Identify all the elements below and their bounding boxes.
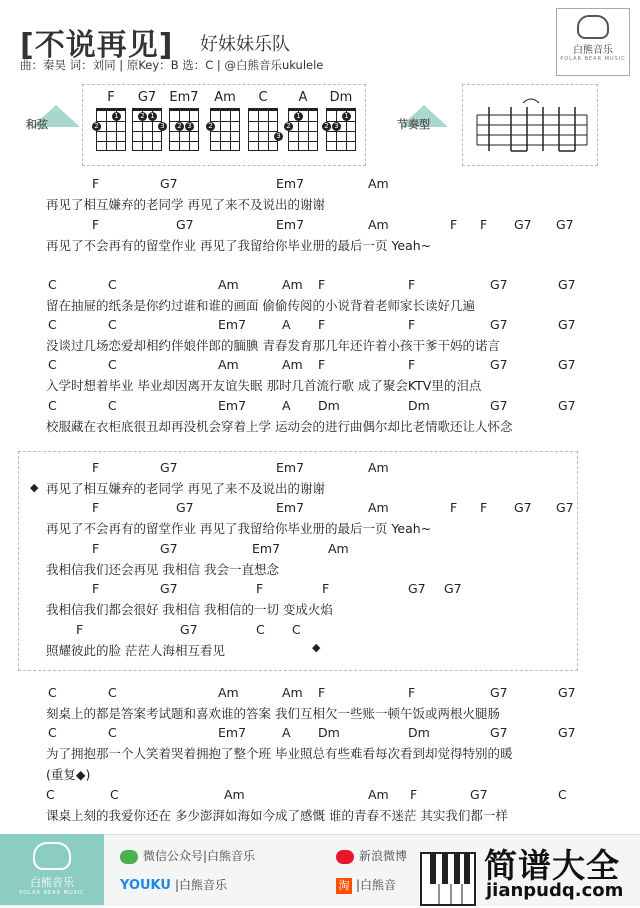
chord-symbol: Dm — [408, 725, 430, 740]
chord-symbol: G7 — [160, 581, 178, 596]
lyric-line: 入学时想着毕业 毕业却因离开友谊失眠 那时几首流行歌 成了聚会KTV里的泪点 — [46, 378, 482, 393]
finger-dot: 2 — [284, 122, 293, 131]
chord-symbol: G7 — [160, 541, 178, 556]
chord-symbol: Am — [328, 541, 349, 556]
chord-symbol: C — [48, 398, 57, 413]
chord-symbol: Em7 — [218, 317, 247, 332]
rhythm-label: 节奏型 — [397, 118, 430, 131]
lyric-line: 照耀彼此的脸 茫茫人海相互看见 — [46, 643, 225, 658]
finger-dot: 2 — [206, 122, 215, 131]
chord-symbol: Em7 — [276, 176, 305, 191]
lyric-line: 校服藏在衣柜底很丑却再没机会穿着上学 运动会的进行曲偶尔却比老情歌还让人怀念 — [46, 419, 513, 434]
chord-symbol: F — [76, 622, 84, 637]
chord-symbol: G7 — [558, 725, 576, 740]
chord-symbol: F — [92, 581, 100, 596]
chord-symbol: G7 — [160, 176, 178, 191]
song-title: [不说再见] — [20, 28, 174, 63]
chord-diagram-a — [286, 90, 320, 151]
chord-symbol: F — [408, 317, 416, 332]
bear-icon — [33, 842, 71, 870]
chord-symbol: F — [408, 685, 416, 700]
finger-dot: 1 — [148, 112, 157, 121]
finger-dot: 1 — [112, 112, 121, 121]
chord-symbol: A — [282, 398, 291, 413]
taobao-icon: 淘 — [336, 878, 352, 894]
lyric-line: 再见了不会再有的留堂作业 再见了我留给你毕业册的最后一页 Yeah~ — [46, 521, 432, 536]
chord-symbol: Dm — [318, 398, 340, 413]
chord-symbol: F — [410, 787, 418, 802]
finger-dot: 3 — [332, 122, 341, 131]
chord-symbol: Em7 — [218, 398, 247, 413]
chord-symbol: F — [450, 217, 458, 232]
weibo-icon — [336, 850, 354, 864]
chord-symbol: Dm — [408, 398, 430, 413]
chord-symbol: C — [108, 725, 117, 740]
chord-symbol: Em7 — [276, 460, 305, 475]
chord-symbol: G7 — [558, 357, 576, 372]
chord-symbol: C — [558, 787, 567, 802]
chord-symbol: Am — [368, 787, 389, 802]
lyric-line: 没谈过几场恋爱却相约伴娘伴郎的腼腆 青春发育那几年还许着小孩干爹干妈的诺言 — [46, 338, 500, 353]
chord-symbol: C — [48, 725, 57, 740]
chord-symbol: G7 — [176, 217, 194, 232]
chord-symbol: Am — [282, 357, 303, 372]
chord-symbol: G7 — [160, 460, 178, 475]
chord-symbol: F — [322, 581, 330, 596]
repeat-marker-icon: ◆ — [30, 481, 39, 494]
chord-symbol: F — [480, 500, 488, 515]
chord-symbol: C — [48, 277, 57, 292]
fretboard — [248, 108, 281, 151]
chord-symbol: Em7 — [276, 500, 305, 515]
weibo-link[interactable]: 新浪微博 — [336, 847, 407, 864]
lyric-line: 刻桌上的都是答案考试题和喜欢谁的答案 我们互相欠一些账一顿午饭或两根火腿肠 — [46, 706, 500, 721]
chord-symbol: C — [48, 357, 57, 372]
finger-dot: 1 — [342, 112, 351, 121]
chord-symbol: A — [282, 725, 291, 740]
chord-symbol: G7 — [490, 685, 508, 700]
chord-symbol: G7 — [556, 217, 574, 232]
fretboard — [132, 108, 165, 151]
lyric-line: 留在抽屉的纸条是你约过谁和谁的画面 偷偷传阅的小说背着老师家长读好几遍 — [46, 298, 475, 313]
finger-dot: 1 — [294, 112, 303, 121]
chord-symbol: F — [92, 217, 100, 232]
chord-symbol: G7 — [490, 357, 508, 372]
finger-dot: 2 — [322, 122, 331, 131]
chord-symbol: F — [256, 581, 264, 596]
chord-symbol: Am — [218, 277, 239, 292]
finger-dot: 2 — [175, 122, 184, 131]
lyric-line: 再见了相互嫌弃的老同学 再见了来不及说出的谢谢 — [46, 481, 325, 496]
youku-logo: YOUKU — [120, 878, 171, 893]
chord-diagram-f — [94, 90, 128, 151]
chord-symbol: C — [108, 277, 117, 292]
chord-symbol: Am — [218, 357, 239, 372]
chord-symbol: G7 — [180, 622, 198, 637]
chord-symbol: G7 — [490, 277, 508, 292]
fretboard — [326, 108, 356, 151]
wechat-icon — [120, 850, 138, 864]
fretboard — [96, 108, 126, 151]
chord-symbol: F — [480, 217, 488, 232]
finger-dot: 3 — [274, 132, 283, 141]
fretboard — [288, 108, 318, 151]
chord-symbol: G7 — [514, 217, 532, 232]
chords-label: 和弦 — [26, 118, 48, 131]
chord-symbol: C — [108, 685, 117, 700]
piano-icon — [420, 852, 476, 906]
chord-symbol: F — [408, 277, 416, 292]
logo-name: 白熊音乐 — [573, 45, 613, 56]
chord-symbol: G7 — [408, 581, 426, 596]
chord-symbol: G7 — [558, 277, 576, 292]
chord-symbol: F — [450, 500, 458, 515]
footer-logo — [0, 834, 104, 905]
chord-symbol: G7 — [444, 581, 462, 596]
chord-symbol: G7 — [558, 317, 576, 332]
chord-name: F — [107, 90, 115, 105]
chord-symbol: G7 — [490, 725, 508, 740]
taobao-link[interactable]: 淘 |白熊音 — [336, 876, 396, 894]
chord-symbol: Am — [282, 685, 303, 700]
chord-name: Em7 — [169, 90, 199, 105]
lyric-line: 再见了不会再有的留堂作业 再见了我留给你毕业册的最后一页 Yeah~ — [46, 238, 432, 253]
band-name: 好妹妹乐队 — [200, 34, 290, 55]
chord-name: G7 — [137, 90, 157, 105]
lyric-line: 我相信我们还会再见 我相信 我会一直想念 — [46, 562, 279, 577]
lyric-line: (重复◆) — [46, 767, 91, 782]
chord-symbol: C — [108, 357, 117, 372]
chord-symbol: Em7 — [252, 541, 281, 556]
site-brand: 简谱大全 — [484, 846, 620, 885]
chord-diagram-em7 — [167, 90, 201, 151]
chord-symbol: F — [92, 460, 100, 475]
brand-logo — [556, 8, 630, 76]
finger-dot: 2 — [92, 122, 101, 131]
fretboard — [169, 108, 199, 151]
chord-symbol: F — [318, 357, 326, 372]
chord-symbol: F — [92, 541, 100, 556]
lyric-line: 我相信我们都会很好 我相信 我相信的一切 变成火焰 — [46, 602, 333, 617]
chord-symbol: G7 — [558, 685, 576, 700]
fretboard — [210, 108, 240, 151]
footer-logo-tagline: POLAR BEAR MUSIC — [19, 890, 85, 896]
chord-name: Am — [214, 90, 236, 105]
chord-symbol: Am — [368, 500, 389, 515]
chord-symbol: Am — [282, 277, 303, 292]
chord-symbol: G7 — [176, 500, 194, 515]
lyric-line: 为了拥抱那一个人笑着哭着拥抱了整个班 毕业照总有些难看每次看到却觉得特别的暖 — [46, 746, 513, 761]
chord-symbol: F — [92, 176, 100, 191]
chord-symbol: F — [318, 685, 326, 700]
chord-symbol: G7 — [470, 787, 488, 802]
chord-symbol: F — [408, 357, 416, 372]
wechat-link[interactable]: 微信公众号|白熊音乐 — [120, 847, 255, 864]
chord-symbol: Em7 — [276, 217, 305, 232]
chord-diagram-am — [208, 90, 242, 151]
chord-symbol: C — [48, 317, 57, 332]
finger-dot: 3 — [185, 122, 194, 131]
chord-symbol: C — [108, 317, 117, 332]
footer-logo-name: 白熊音乐 — [30, 876, 74, 889]
site-url[interactable]: jianpudq.com — [486, 880, 624, 901]
logo-tagline: POLAR BEAR MUSIC — [560, 56, 626, 62]
chord-symbol: F — [318, 317, 326, 332]
chord-symbol: C — [110, 787, 119, 802]
chord-symbol: C — [256, 622, 265, 637]
chord-symbol: G7 — [490, 317, 508, 332]
chord-symbol: G7 — [490, 398, 508, 413]
chord-symbol: Dm — [318, 725, 340, 740]
chord-symbol: F — [318, 277, 326, 292]
chord-symbol: F — [92, 500, 100, 515]
chord-symbol: A — [282, 317, 291, 332]
chord-symbol: G7 — [556, 500, 574, 515]
chord-name: C — [258, 90, 268, 105]
chord-symbol: C — [292, 622, 301, 637]
lyric-line: 再见了相互嫌弃的老同学 再见了来不及说出的谢谢 — [46, 197, 325, 212]
chord-diagram-c — [246, 90, 280, 151]
chord-symbol: Am — [368, 460, 389, 475]
chord-diagram-dm — [324, 90, 358, 151]
lyric-line: 课桌上刻的我爱你还在 多少澎湃如海如今成了感慨 谁的青春不迷茫 其实我们都一样 — [46, 808, 508, 823]
bear-icon — [577, 15, 609, 39]
finger-dot: 2 — [138, 112, 147, 121]
rhythm-notation — [463, 85, 597, 165]
chord-symbol: G7 — [558, 398, 576, 413]
youku-link[interactable]: YOUKU |白熊音乐 — [120, 878, 228, 893]
chord-symbol: G7 — [514, 500, 532, 515]
repeat-marker-icon: ◆ — [312, 641, 321, 654]
finger-dot: 3 — [158, 122, 167, 131]
chord-symbol: C — [46, 787, 55, 802]
chord-name: A — [298, 90, 308, 105]
chord-symbol: Am — [368, 176, 389, 191]
rhythm-pattern-panel — [462, 84, 598, 166]
chord-symbol: Am — [368, 217, 389, 232]
chord-symbol: C — [108, 398, 117, 413]
chord-symbol: Am — [218, 685, 239, 700]
chord-name: Dm — [329, 90, 353, 105]
chord-symbol: Em7 — [218, 725, 247, 740]
chord-diagram-g7 — [130, 90, 164, 151]
song-credits: 曲：秦昊 词：刘同 | 原Key：B 选：C | @白熊音乐ukulele — [20, 58, 324, 72]
chord-symbol: C — [48, 685, 57, 700]
chord-symbol: Am — [224, 787, 245, 802]
